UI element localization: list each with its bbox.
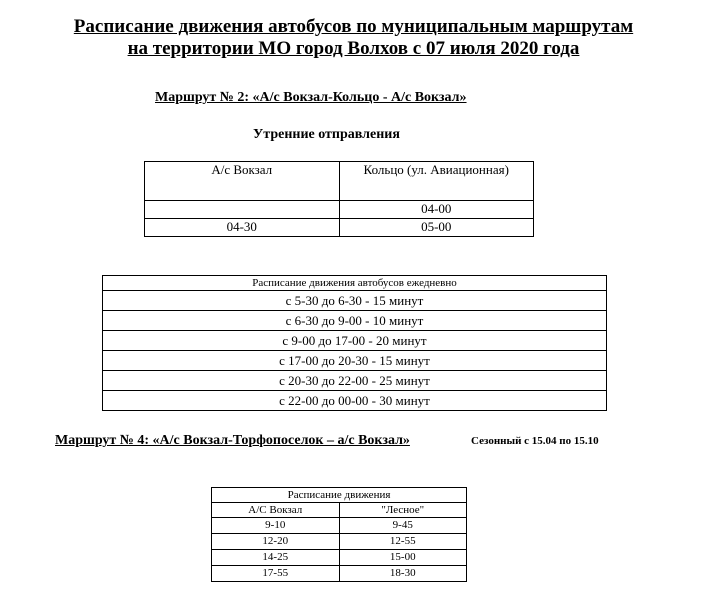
page-title-line-1: Расписание движения автобусов по муниципальным маршрутам bbox=[73, 16, 634, 37]
daily-schedule-row: с 20-30 до 22-00 - 25 минут bbox=[103, 371, 607, 391]
daily-schedule-row: с 5-30 до 6-30 - 15 минут bbox=[103, 291, 607, 311]
route-4-table-caption: Расписание движения bbox=[212, 488, 467, 503]
table-cell: 18-30 bbox=[339, 566, 467, 582]
route-4-schedule-table bbox=[211, 487, 467, 582]
route-2-daily-schedule-table bbox=[102, 275, 607, 411]
morning-departures-label: Утренние отправления bbox=[253, 127, 400, 142]
table-cell: 9-45 bbox=[339, 518, 467, 534]
page-title-line-2: на территории МО город Волхов с 07 июля 2020 года bbox=[127, 38, 580, 59]
table-cell bbox=[145, 201, 340, 219]
daily-schedule-row: с 17-00 до 20-30 - 15 минут bbox=[103, 351, 607, 371]
table-row bbox=[145, 201, 534, 219]
column-header-koltso: Кольцо (ул. Авиационная) bbox=[339, 162, 534, 201]
table-row bbox=[212, 566, 467, 582]
route-2-heading: Маршрут № 2: «А/с Вокзал-Кольцо - А/с Вокзал» bbox=[155, 90, 467, 105]
table-cell: 14-25 bbox=[212, 550, 340, 566]
table-cell: 9-10 bbox=[212, 518, 340, 534]
table-row bbox=[212, 518, 467, 534]
table-cell: 05-00 bbox=[339, 219, 534, 237]
table-cell: 17-55 bbox=[212, 566, 340, 582]
daily-schedule-row: с 6-30 до 9-00 - 10 минут bbox=[103, 311, 607, 331]
route-4-seasonal-note: Сезонный с 15.04 по 15.10 bbox=[471, 435, 599, 447]
column-header-lesnoe: "Лесное" bbox=[339, 503, 467, 518]
table-row bbox=[212, 534, 467, 550]
table-cell: 04-00 bbox=[339, 201, 534, 219]
table-cell: 15-00 bbox=[339, 550, 467, 566]
column-header-bus-station: А/с Вокзал bbox=[145, 162, 340, 201]
daily-schedule-row: с 9-00 до 17-00 - 20 минут bbox=[103, 331, 607, 351]
route-4-heading: Маршрут № 4: «А/с Вокзал-Торфопоселок – а/с Вокзал» bbox=[55, 433, 410, 448]
table-row bbox=[212, 550, 467, 566]
table-cell: 12-20 bbox=[212, 534, 340, 550]
daily-schedule-caption: Расписание движения автобусов ежедневно bbox=[103, 276, 607, 291]
daily-schedule-row: с 22-00 до 00-00 - 30 минут bbox=[103, 391, 607, 411]
table-cell: 04-30 bbox=[145, 219, 340, 237]
route-2-morning-table bbox=[144, 161, 534, 237]
table-cell: 12-55 bbox=[339, 534, 467, 550]
column-header-bus-station: А/С Вокзал bbox=[212, 503, 340, 518]
table-row bbox=[145, 219, 534, 237]
